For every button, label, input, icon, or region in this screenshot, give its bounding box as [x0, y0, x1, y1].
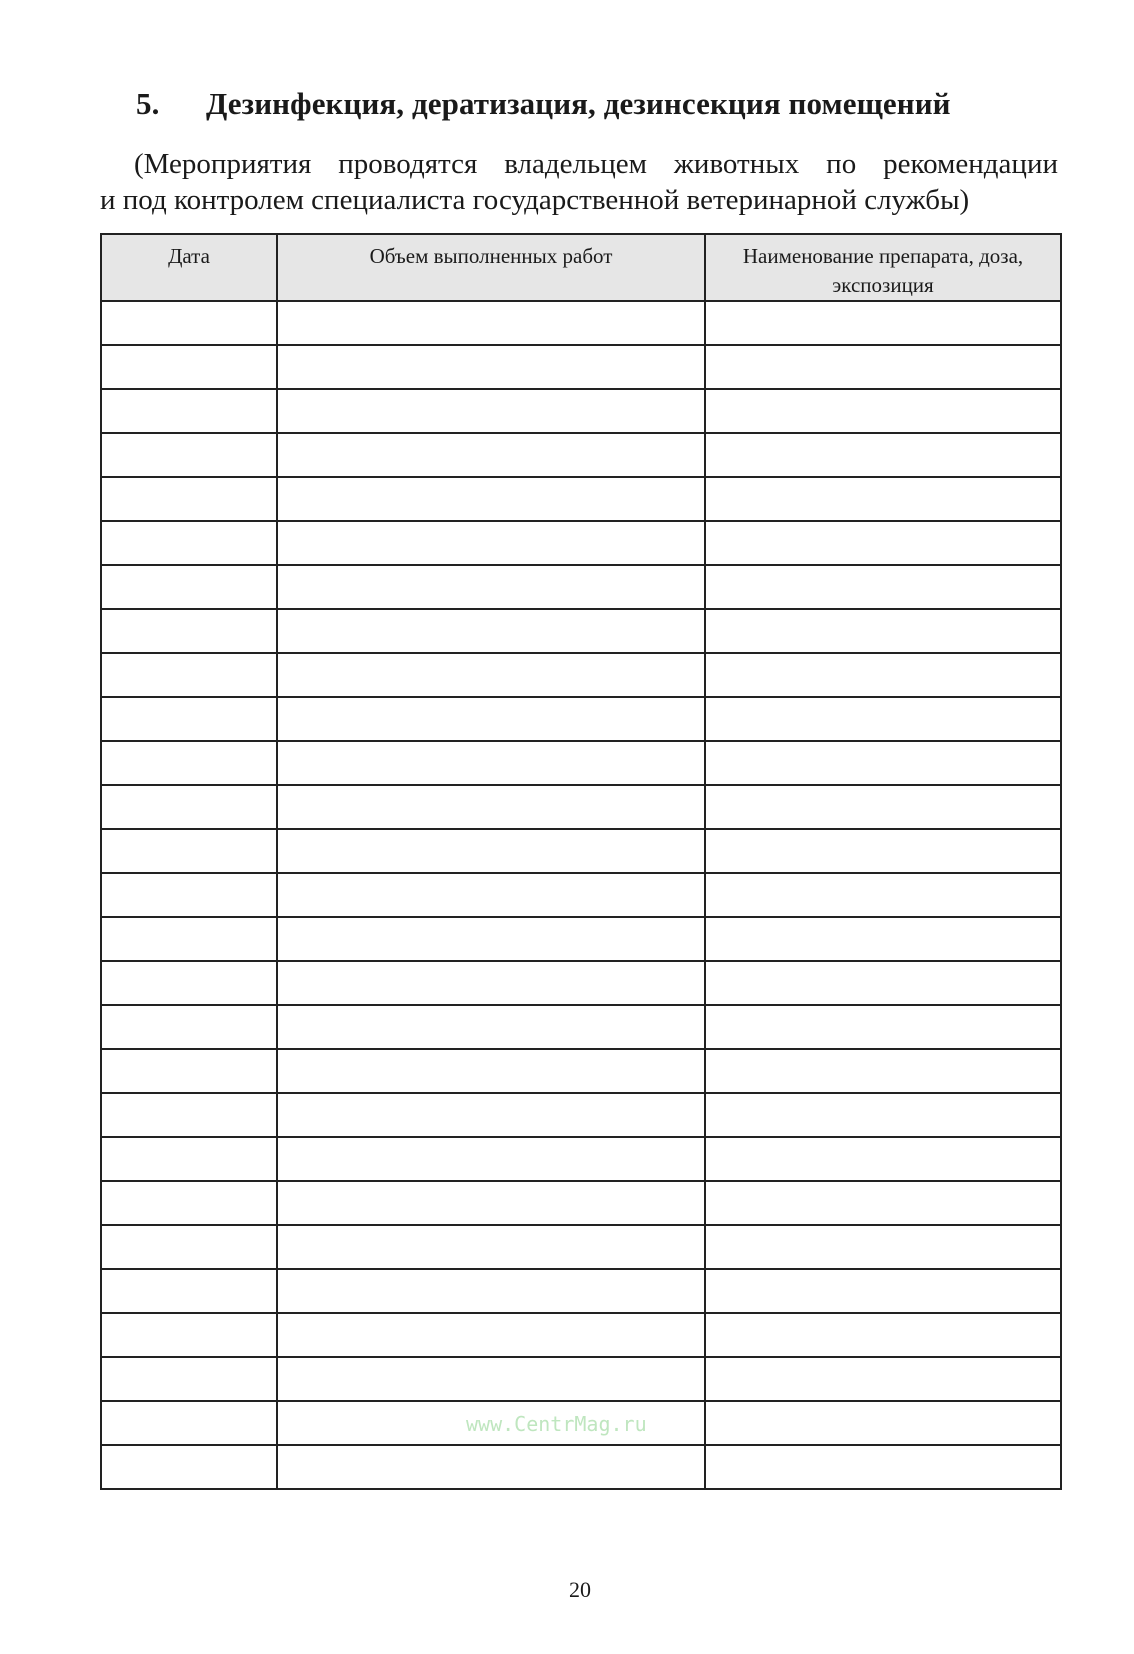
cell-preparation	[705, 1005, 1061, 1049]
table-row	[101, 1093, 1061, 1137]
cell-work-volume	[277, 873, 705, 917]
cell-work-volume	[277, 477, 705, 521]
cell-date	[101, 1049, 277, 1093]
page-number: 20	[569, 1577, 591, 1602]
cell-work-volume	[277, 653, 705, 697]
cell-preparation	[705, 521, 1061, 565]
cell-preparation	[705, 697, 1061, 741]
table-row	[101, 697, 1061, 741]
cell-date	[101, 653, 277, 697]
cell-work-volume	[277, 1357, 705, 1401]
table-row	[101, 565, 1061, 609]
table-row	[101, 961, 1061, 1005]
section-number: 5.	[136, 86, 160, 121]
table-row	[101, 1181, 1061, 1225]
cell-preparation	[705, 1445, 1061, 1489]
table-row	[101, 873, 1061, 917]
cell-date	[101, 1445, 277, 1489]
section-heading	[136, 86, 951, 122]
section-title: Дезинфекция, дератизация, дезинсекция помещений	[206, 86, 951, 121]
table-row	[101, 785, 1061, 829]
table-row	[101, 653, 1061, 697]
table-row	[101, 1225, 1061, 1269]
cell-preparation	[705, 917, 1061, 961]
table-row	[101, 741, 1061, 785]
cell-preparation	[705, 477, 1061, 521]
table-row	[101, 829, 1061, 873]
table-row	[101, 1137, 1061, 1181]
cell-work-volume	[277, 1313, 705, 1357]
cell-preparation	[705, 829, 1061, 873]
cell-date	[101, 1313, 277, 1357]
header-work-volume: Объем выполненных работ	[277, 234, 705, 301]
cell-date	[101, 609, 277, 653]
cell-preparation	[705, 1093, 1061, 1137]
table-row	[101, 389, 1061, 433]
cell-work-volume	[277, 741, 705, 785]
cell-preparation	[705, 1049, 1061, 1093]
cell-preparation	[705, 785, 1061, 829]
cell-date	[101, 1401, 277, 1445]
table-row	[101, 345, 1061, 389]
cell-date	[101, 477, 277, 521]
cell-work-volume	[277, 565, 705, 609]
cell-date	[101, 697, 277, 741]
table-row	[101, 477, 1061, 521]
cell-date	[101, 1357, 277, 1401]
cell-date	[101, 829, 277, 873]
cell-work-volume	[277, 1005, 705, 1049]
table-row	[101, 521, 1061, 565]
cell-work-volume	[277, 433, 705, 477]
cell-preparation	[705, 873, 1061, 917]
cell-date	[101, 433, 277, 477]
cell-date	[101, 345, 277, 389]
cell-preparation	[705, 961, 1061, 1005]
cell-work-volume	[277, 521, 705, 565]
cell-work-volume	[277, 1269, 705, 1313]
cell-work-volume	[277, 1137, 705, 1181]
cell-preparation	[705, 653, 1061, 697]
cell-preparation	[705, 1401, 1061, 1445]
cell-date	[101, 1005, 277, 1049]
cell-work-volume	[277, 301, 705, 345]
cell-date	[101, 741, 277, 785]
cell-work-volume	[277, 609, 705, 653]
cell-preparation	[705, 1181, 1061, 1225]
cell-work-volume	[277, 345, 705, 389]
cell-date	[101, 389, 277, 433]
watermark: www.CentrMag.ru	[466, 1412, 647, 1436]
cell-work-volume	[277, 961, 705, 1005]
cell-work-volume	[277, 389, 705, 433]
cell-work-volume	[277, 785, 705, 829]
cell-work-volume	[277, 697, 705, 741]
cell-date	[101, 785, 277, 829]
cell-preparation	[705, 1137, 1061, 1181]
cell-preparation	[705, 433, 1061, 477]
cell-date	[101, 873, 277, 917]
cell-date	[101, 1137, 277, 1181]
cell-date	[101, 301, 277, 345]
cell-date	[101, 961, 277, 1005]
header-preparation: Наименование препарата, доза, экспозиция	[705, 234, 1061, 301]
cell-preparation	[705, 741, 1061, 785]
cell-preparation	[705, 1225, 1061, 1269]
cell-preparation	[705, 1269, 1061, 1313]
table-row	[101, 1049, 1061, 1093]
disinfection-log-table	[100, 233, 1062, 1490]
header-date: Дата	[101, 234, 277, 301]
table-row	[101, 1313, 1061, 1357]
cell-preparation	[705, 389, 1061, 433]
table-header-row	[101, 234, 1061, 301]
cell-work-volume	[277, 1049, 705, 1093]
table-row	[101, 1269, 1061, 1313]
cell-preparation	[705, 609, 1061, 653]
table-row	[101, 433, 1061, 477]
cell-date	[101, 1225, 277, 1269]
table-body	[101, 301, 1061, 1489]
cell-work-volume	[277, 1181, 705, 1225]
table-row	[101, 1005, 1061, 1049]
table-row	[101, 917, 1061, 961]
cell-date	[101, 565, 277, 609]
subtitle-line-2: и под контролем специалиста государственной ветеринарной службы)	[100, 184, 970, 216]
cell-date	[101, 1181, 277, 1225]
cell-work-volume	[277, 829, 705, 873]
section-subtitle	[100, 146, 1058, 218]
cell-work-volume	[277, 917, 705, 961]
cell-preparation	[705, 345, 1061, 389]
cell-preparation	[705, 1313, 1061, 1357]
cell-work-volume	[277, 1093, 705, 1137]
cell-date	[101, 917, 277, 961]
cell-work-volume	[277, 1445, 705, 1489]
table-row	[101, 1357, 1061, 1401]
cell-preparation	[705, 565, 1061, 609]
cell-date	[101, 1093, 277, 1137]
cell-preparation	[705, 1357, 1061, 1401]
table-row	[101, 1445, 1061, 1489]
table-row	[101, 301, 1061, 345]
cell-preparation	[705, 301, 1061, 345]
subtitle-line-1: (Мероприятия проводятся владельцем животных по рекомендации	[134, 148, 1058, 180]
cell-date	[101, 521, 277, 565]
table-row	[101, 609, 1061, 653]
cell-date	[101, 1269, 277, 1313]
cell-work-volume	[277, 1225, 705, 1269]
